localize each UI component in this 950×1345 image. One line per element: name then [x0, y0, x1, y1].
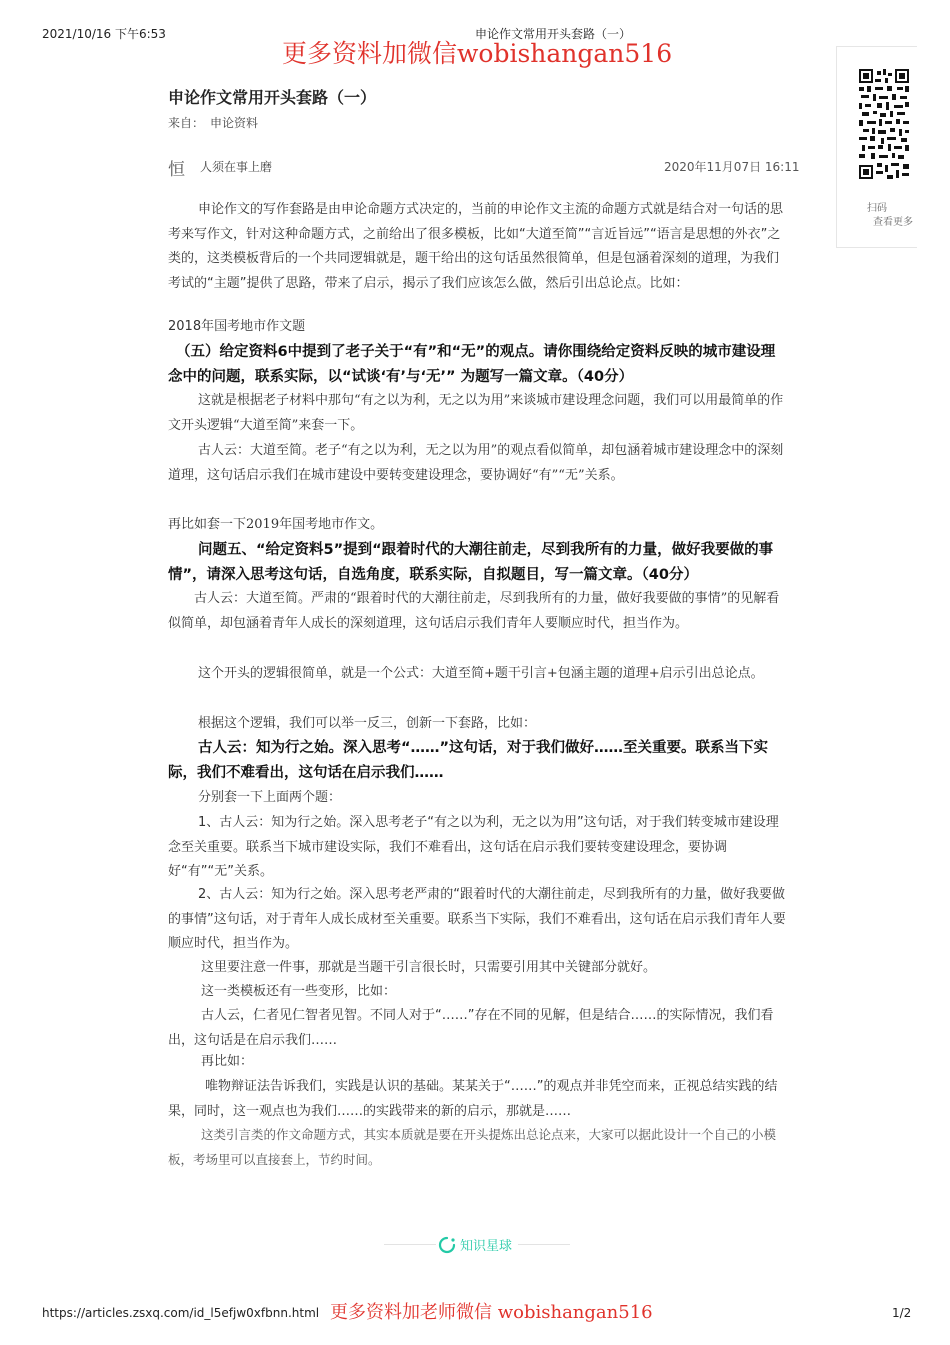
paragraph-question-2019: 问题五、“给定资料5”提到“跟着时代的大潮往前走，尽到我所有的力量，做好我要做的事情”，请深入思考这句话，自选角度，联系实际，自拟题目，写一篇文章。（40分）	[168, 542, 774, 583]
paragraph-conclusion: 这类引言类的作文命题方式，其实本质就是要在开头提炼出总论点来，大家可以据此设计一个自己的小模板，考场里可以直接套上，节约时间。	[168, 1127, 777, 1167]
qr-caption-more: 查看更多	[873, 217, 913, 228]
article-title: 申论作文常用开头套路（一）	[168, 88, 377, 107]
print-url[interactable]: https://articles.zsxq.com/id_l5efjw0xfbnn.html	[42, 1306, 320, 1320]
article-source	[168, 114, 258, 131]
qr-side-panel[interactable]	[836, 46, 917, 248]
footer-brand[interactable]	[438, 1235, 512, 1254]
print-page-number: 1/2	[892, 1306, 912, 1320]
watermark-bottom: 更多资料加老师微信 wobishangan516	[330, 1302, 653, 1323]
paragraph-analysis-1: 这就是根据老子材料中那句“有之以为利，无之以为用”来谈城市建设理念问题，我们可以用最简单的作文开头逻辑“大道至简”来套一下。	[168, 393, 784, 433]
planet-ring-icon	[438, 1236, 456, 1254]
paragraph-question-2018: （五）给定资料6中提到了老子关于“有”和“无”的观点。请你围绕给定资料反映的城市建设理念中的问题，联系实际，以“试谈‘有’与‘无’” 为题写一篇文章。（40分）	[168, 344, 776, 385]
paragraph-variant-2: 唯物辩证法告诉我们，实践是认识的基础。某某关于“……”的观点并非凭空而来，正视总结实践的结果，同时，这一观点也为我们……的实践带来的新的启示，那就是……	[168, 1079, 778, 1119]
paragraph-variant-1: 古人云，仁者见仁智者见智。不同人对于“……”存在不同的见解，但是结合……的实际情况，我们看出，这句话是在启示我们……	[168, 1008, 774, 1048]
watermark-top: 更多资料加微信wobishangan516	[282, 39, 673, 68]
author-avatar-icon: 恒	[168, 160, 185, 180]
paragraph-note: 这里要注意一件事，那就是当题干引言很长时，只需要引用其中关键部分就好。	[201, 960, 657, 975]
paragraph-exam-2019: 再比如套一下2019年国考地市作文。	[168, 517, 384, 532]
paragraph-template: 古人云：知为行之始。深入思考“……”这句话，对于我们做好……至关重要。联系当下实际，我们不难看出，这句话在启示我们……	[168, 740, 769, 781]
paragraph-apply-intro: 分别套一下上面两个题：	[198, 790, 342, 805]
paragraph-exam-2018: 2018年国考地市作文题	[168, 319, 306, 334]
paragraph-innovate: 根据这个逻辑，我们可以举一反三，创新一下套路，比如：	[198, 716, 537, 731]
paragraph-apply-2: 2、古人云：知为行之始。深入思考老严肃的“跟着时代的大潮往前走，尽到我所有的力量，做好我要做的事情”这句话，对于青年人成长成材至关重要。联系当下实际，我们不难看出，这句话在启示我们青年人要顺应时代，担当作为。	[168, 887, 786, 951]
paragraph-apply-1: 1、古人云：知为行之始。深入思考老子“有之以为利，无之以为用”这句话，对于我们转变城市建设理念至关重要。联系当下城市建设实际，我们不难看出，这句话在启示我们要转变建设理念，要协调好“有”“无”关系。	[168, 815, 779, 879]
source-label: 来自：	[168, 116, 205, 130]
article-date: 2020年11月07日 16:11	[664, 160, 800, 174]
author-name[interactable]: 人须在事上磨	[200, 160, 273, 174]
qr-code-icon	[859, 69, 909, 181]
paragraph-intro: 申论作文的写作套路是由申论命题方式决定的，当前的申论作文主流的命题方式就是结合对一句话的思考来写作文，针对这种命题方式，之前给出了很多模板，比如“大道至简”“言近旨远”“语言是思想的外衣”之类的，这类模板背后的一个共同逻辑就是，题干给出的这句话虽然很简单，但是包涵着深刻的道理，为我们考试的“主题”提供了思路，带来了启示，揭示了我们应该怎么做，然后引出总论点。比如：	[168, 202, 784, 291]
paragraph-example-2: 古人云：大道至简。严肃的“跟着时代的大潮往前走，尽到我所有的力量，做好我要做的事情”的见解看似简单，却包涵着青年人成长的深刻道理，这句话启示我们青年人要顺应时代，担当作为。	[168, 591, 780, 631]
paragraph-formula: 这个开头的逻辑很简单，就是一个公式：大道至简+题干引言+包涵主题的道理+启示引出总论点。	[198, 666, 764, 681]
paragraph-variant-more: 再比如：	[201, 1054, 254, 1069]
paragraph-example-1: 古人云：大道至简。老子“有之以为利，无之以为用”的观点看似简单，却包涵着城市建设理念中的深刻道理，这句话启示我们在城市建设中要转变建设理念，要协调好“有”“无”关系。	[168, 443, 784, 483]
footer-brand-label: 知识星球	[460, 1239, 513, 1254]
paragraph-variant-intro: 这一类模板还有一些变形，比如：	[201, 984, 397, 999]
footer-divider-right	[518, 1244, 570, 1245]
qr-caption-scan: 扫码	[867, 203, 887, 214]
source-link[interactable]: 申论资料	[210, 116, 259, 130]
print-page-title: 申论作文常用开头套路（一）	[475, 27, 632, 41]
footer-divider-left	[384, 1244, 436, 1245]
print-datetime: 2021/10/16 下午6:53	[42, 27, 166, 41]
